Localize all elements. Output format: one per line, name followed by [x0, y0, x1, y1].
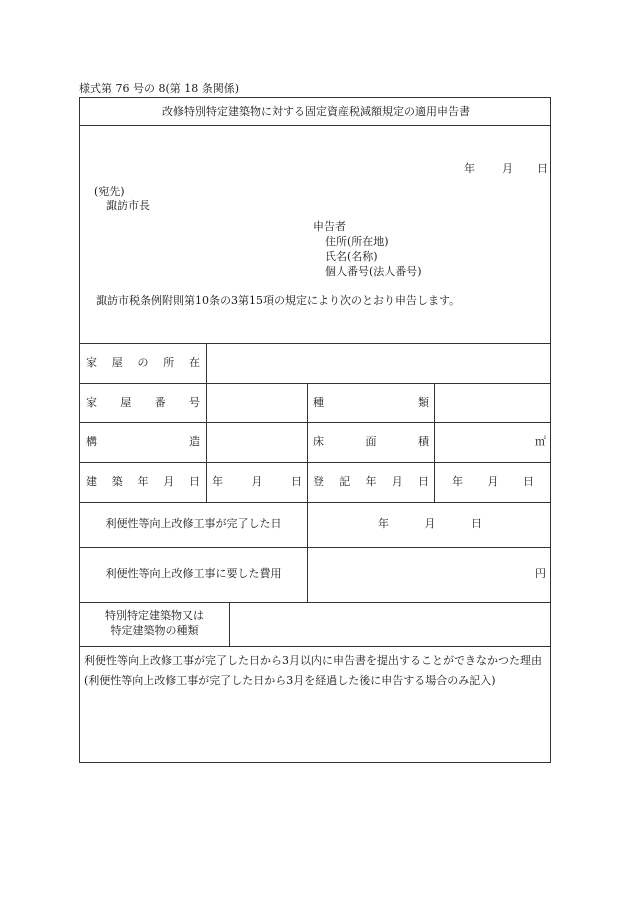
completion-label: 利便性等向上改修工事が完了した日: [105, 517, 282, 530]
cost-unit: 円: [535, 567, 546, 580]
divider: [80, 383, 550, 384]
divider: [80, 602, 550, 603]
built-date-value: 年 月 日: [212, 475, 302, 488]
divider: [229, 602, 230, 646]
divider: [434, 383, 435, 502]
divider: [80, 343, 550, 344]
floor-area-label: 床 面 積: [313, 435, 429, 448]
applicant-address: 住所(所在地): [325, 235, 389, 248]
reason-line-2: (利便性等向上改修工事が完了した日から3月を経過した後に申告する場合のみ記入): [84, 674, 496, 687]
divider: [80, 422, 550, 423]
floor-area-unit: ㎡: [535, 435, 546, 448]
applicant-label: 申告者: [313, 220, 346, 233]
date-month: 月: [502, 162, 513, 175]
built-date-label: 建 築 年 月 日: [86, 475, 200, 488]
form-number: 様式第 76 号の 8(第 18 条関係): [79, 82, 240, 95]
building-type-label-2: 特定建築物の種類: [110, 624, 199, 637]
divider: [80, 125, 550, 126]
form-title: 改修特別特定建築物に対する固定資産税減額規定の適用申告書: [162, 105, 470, 118]
addressee-prefix: (宛先): [94, 185, 125, 198]
applicant-name: 氏名(名称): [325, 250, 378, 263]
application-form: [79, 97, 551, 763]
registered-date-value: 年 月 日: [452, 475, 534, 488]
applicant-number: 個人番号(法人番号): [325, 265, 422, 278]
structure-label: 構 造: [86, 435, 200, 448]
location-label: 家 屋 の 所 在: [86, 356, 200, 369]
addressee-name: 諏訪市長: [106, 199, 150, 212]
divider: [307, 383, 308, 502]
divider: [80, 502, 550, 503]
cost-label: 利便性等向上改修工事に要した費用: [105, 567, 282, 580]
divider: [80, 547, 550, 548]
date-day: 日: [537, 162, 548, 175]
building-type-label-1: 特別特定建築物又は: [105, 609, 204, 622]
divider: [80, 462, 550, 463]
house-number-label: 家 屋 番 号: [86, 396, 200, 409]
divider: [307, 502, 308, 602]
divider: [80, 646, 550, 647]
date-year: 年: [464, 162, 475, 175]
completion-value: 年 月 日: [378, 517, 482, 530]
declaration-text: 諏訪市税条例附則第10条の3第15項の規定により次のとおり申告します。: [96, 294, 461, 307]
registered-date-label: 登 記 年 月 日: [313, 475, 429, 488]
reason-line-1: 利便性等向上改修工事が完了した日から3月以内に申告書を提出することができなかつた理由: [84, 654, 542, 667]
divider: [206, 343, 207, 502]
type-label: 種 類: [313, 396, 429, 409]
